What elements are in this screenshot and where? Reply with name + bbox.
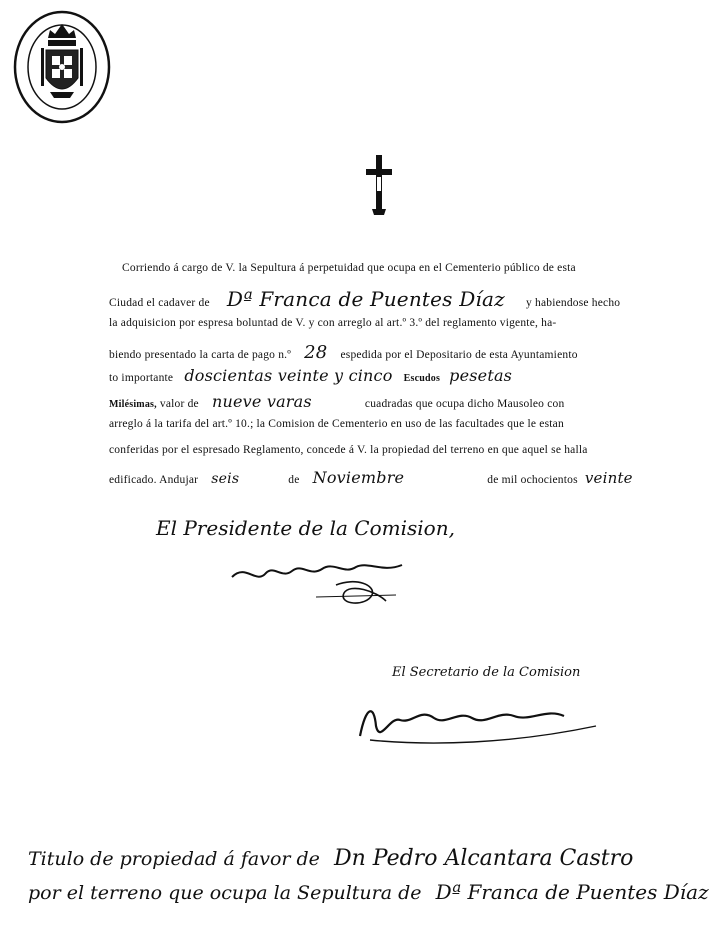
- body-text: de: [288, 474, 300, 486]
- secretary-signature: [350, 696, 610, 761]
- body-text: edificado. Andujar: [109, 474, 199, 486]
- cross-icon: [366, 155, 392, 222]
- secretary-title: El Secretario de la Comision: [392, 665, 581, 680]
- president-signature: [226, 555, 416, 620]
- body-text: to importante: [109, 372, 174, 384]
- footer-line-1: [28, 846, 633, 871]
- handwritten-deceased-name-footer: Dª Franca de Puentes Díaz: [435, 880, 709, 904]
- handwritten-receipt-number: 28: [304, 342, 328, 363]
- body-text: de mil ochocientos: [487, 474, 578, 486]
- body-text: biendo presentado la carta de pago n.º: [109, 349, 291, 361]
- handwritten-month: Noviembre: [312, 468, 405, 487]
- seal-graphic: [12, 8, 112, 126]
- body-line-7: arreglo á la tarifa del art.º 10.; la Comision de Cementerio en uso de las facultades que le estan: [109, 418, 564, 430]
- body-line-1: Corriendo á cargo de V. la Sepultura á perpetuidad que ocupa en el Cementerio público de esta: [122, 262, 576, 274]
- body-line-9: [109, 468, 633, 487]
- body-line-6: [109, 392, 564, 411]
- footer-text: por el terreno que ocupa la Sepultura de: [28, 882, 422, 904]
- handwritten-year: veinte: [584, 469, 633, 487]
- body-text: valor de: [159, 398, 199, 410]
- body-text: cuadradas que ocupa dicho Mausoleo con: [364, 398, 565, 410]
- footer-text: Titulo de propiedad á favor de: [28, 848, 320, 870]
- president-title: El Presidente de la Comision,: [156, 516, 455, 540]
- handwritten-owner-name: Dn Pedro Alcantara Castro: [333, 846, 634, 871]
- body-text: espedida por el Depositario de esta Ayuntamiento: [340, 349, 578, 361]
- currency-label-2: Milésimas,: [109, 399, 157, 410]
- body-text: Ciudad el cadaver de: [109, 297, 210, 309]
- body-text: y habiendose hecho: [525, 297, 621, 309]
- handwritten-area: nueve varas: [211, 392, 312, 411]
- body-line-3: la adquisicion por espresa boluntad de V. y con arreglo al art.º 3.º del reglamento vigente, ha-: [109, 317, 557, 329]
- municipal-seal: [12, 8, 112, 126]
- handwritten-amount: doscientas veinte y cinco: [184, 366, 393, 385]
- footer-line-2: [28, 880, 709, 904]
- body-line-8: conferidas por el espresado Reglamento, concede á V. la propiedad del terreno en que aquel se halla: [109, 444, 588, 456]
- body-line-2: [109, 287, 620, 311]
- handwritten-deceased-name: Dª Franca de Puentes Díaz: [226, 287, 505, 311]
- currency-label: Escudos: [403, 373, 441, 384]
- handwritten-currency: pesetas: [449, 366, 513, 385]
- body-line-4: [109, 342, 578, 363]
- body-line-5: [109, 366, 512, 385]
- handwritten-day: seis: [211, 471, 240, 487]
